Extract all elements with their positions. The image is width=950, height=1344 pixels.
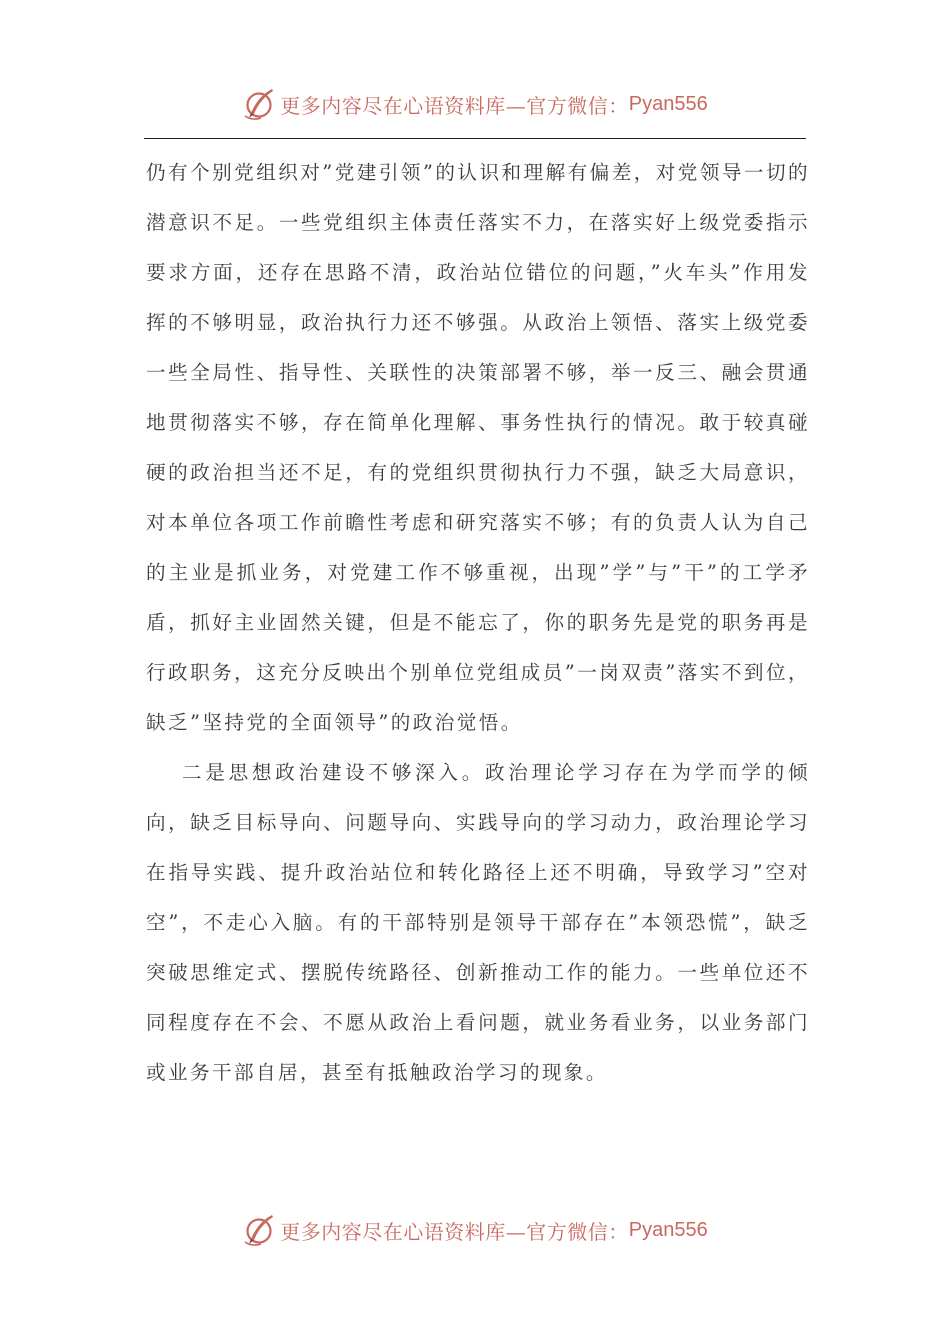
footer-banner bbox=[0, 1210, 950, 1250]
header-text: 更多内容尽在心语资料库—官方微信： bbox=[280, 93, 629, 118]
quill-pen-logo-icon bbox=[242, 86, 278, 122]
header-banner bbox=[0, 84, 950, 124]
paragraph-1: 仍有个别党组织对”党建引领”的认识和理解有偏差，对党领导一切的潜意识不足。一些党组织主体责任落实不力，在落实好上级党委指示要求方面，还存在思路不清，政治站位错位的问题，”火车头”作用发挥的不够明显，政治执行力还不够强。从政治上领悟、落实上级党委一些全局性、指导性、关联性的决策部署不够，举一反三、融会贯通地贯彻落实不够，存在简单化理解、事务性执行的情况。敢于较真碰硬的政治担当还不足，有的党组织贯彻执行力不强，缺乏大局意识，对本单位各项工作前瞻性考虑和研究落实不够；有的负责人认为自己的主业是抓业务，对党建工作不够重视，出现”学”与”干”的工学矛盾，抓好主业固然关键，但是不能忘了，你的职务先是党的职务再是行政职务，这充分反映出个别单位党组成员”一岗双责”落实不到位，缺乏”坚持党的全面领导”的政治觉悟。 bbox=[146, 161, 810, 734]
document-body bbox=[146, 148, 810, 1098]
header-divider bbox=[144, 138, 806, 139]
header-wechat-id: Pyan556 bbox=[628, 92, 708, 115]
paragraph-2: 二是思想政治建设不够深入。政治理论学习存在为学而学的倾向，缺乏目标导向、问题导向、实践导向的学习动力，政治理论学习在指导实践、提升政治站位和转化路径上还不明确，导致学习”空对空”，不走心入脑。有的干部特别是领导干部存在”本领恐慌”，缺乏突破思维定式、摆脱传统路径、创新推动工作的能力。一些单位还不同程度存在不会、不愿从政治上看问题，就业务看业务，以业务部门或业务干部自居，甚至有抵触政治学习的现象。 bbox=[146, 761, 810, 1084]
footer-text: 更多内容尽在心语资料库—官方微信： bbox=[280, 1219, 629, 1244]
quill-pen-logo-icon bbox=[242, 1212, 278, 1248]
footer-wechat-id: Pyan556 bbox=[628, 1218, 708, 1241]
